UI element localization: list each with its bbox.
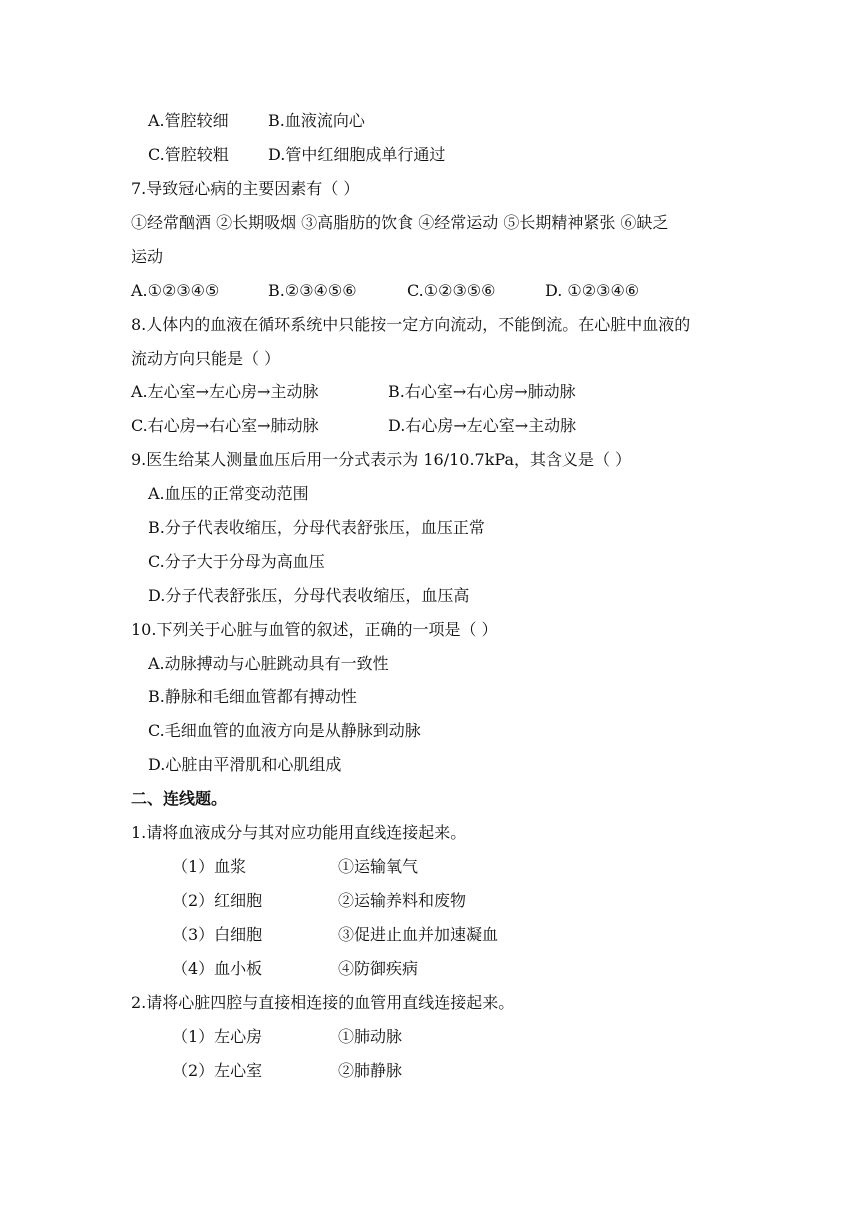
q7-option-b: B.②③④⑤⑥ xyxy=(268,281,357,300)
match2-right-item: ②肺静脉 xyxy=(338,1061,403,1080)
q9-option-c: C.分子大于分母为高血压 xyxy=(148,552,325,571)
q10-option-c: C.毛细血管的血液方向是从静脉到动脉 xyxy=(148,721,421,740)
match1-right-item: ①运输氧气 xyxy=(338,857,419,876)
q8-option-d: D.右心房→左心室→主动脉 xyxy=(388,416,577,435)
q8-option-c: C.右心房→右心室→肺动脉 xyxy=(131,416,319,435)
q8-stem: 8.人体内的血液在循环系统中只能按一定方向流动，不能倒流。在心脏中血液的 xyxy=(131,315,691,334)
q6-option-c: C.管腔较粗 xyxy=(148,145,229,164)
q9-option-d: D.分子代表舒张压，分母代表收缩压，血压高 xyxy=(148,586,470,605)
match1-stem: 1.请将血液成分与其对应功能用直线连接起来。 xyxy=(131,823,467,842)
match1-right-item: ②运输养料和废物 xyxy=(338,891,467,910)
q7-option-d: D. ①②③④⑥ xyxy=(545,281,640,300)
match2-left-item: （2）左心室 xyxy=(172,1061,263,1080)
q7-option-a: A.①②③④⑤ xyxy=(131,281,220,300)
match1-right-item: ④防御疾病 xyxy=(338,959,419,978)
section-heading: 二、连线题。 xyxy=(131,789,228,808)
match1-left-item: （4）血小板 xyxy=(172,959,263,978)
match2-left-item: （1）左心房 xyxy=(172,1027,263,1046)
match1-left-item: （2）红细胞 xyxy=(172,891,263,910)
q9-option-b: B.分子代表收缩压，分母代表舒张压，血压正常 xyxy=(148,518,485,537)
q10-option-d: D.心脏由平滑肌和心肌组成 xyxy=(148,755,342,774)
q8-option-a: A.左心室→左心房→主动脉 xyxy=(131,382,319,401)
q6-option-a: A.管腔较细 xyxy=(148,111,229,130)
q7-option-c: C.①②③⑤⑥ xyxy=(407,281,496,300)
q10-option-b: B.静脉和毛细血管都有搏动性 xyxy=(148,687,357,706)
q9-option-a: A.血压的正常变动范围 xyxy=(148,484,309,503)
q7-items-cont: 运动 xyxy=(131,247,164,266)
match1-left-item: （1）血浆 xyxy=(172,857,247,876)
q6-option-d: D.管中红细胞成单行通过 xyxy=(268,145,446,164)
q7-items: ①经常酗酒 ②长期吸烟 ③高脂肪的饮食 ④经常运动 ⑤长期精神紧张 ⑥缺乏 xyxy=(131,213,669,232)
q7-stem: 7.导致冠心病的主要因素有（ ） xyxy=(131,179,360,198)
q8-option-b: B.右心室→右心房→肺动脉 xyxy=(388,382,576,401)
match2-stem: 2.请将心脏四腔与直接相连接的血管用直线连接起来。 xyxy=(131,993,515,1012)
q10-stem: 10.下列关于心脏与血管的叙述，正确的一项是（ ） xyxy=(131,620,498,639)
q6-option-b: B.血液流向心 xyxy=(268,111,365,130)
q9-stem: 9.医生给某人测量血压后用一分式表示为 16/10.7kPa，其含义是（ ） xyxy=(131,450,632,469)
q8-stem-cont: 流动方向只能是（ ） xyxy=(131,349,281,368)
match2-right-item: ①肺动脉 xyxy=(338,1027,403,1046)
q10-option-a: A.动脉搏动与心脏跳动具有一致性 xyxy=(148,654,389,673)
match1-right-item: ③促进止血并加速凝血 xyxy=(338,925,499,944)
match1-left-item: （3）白细胞 xyxy=(172,925,263,944)
